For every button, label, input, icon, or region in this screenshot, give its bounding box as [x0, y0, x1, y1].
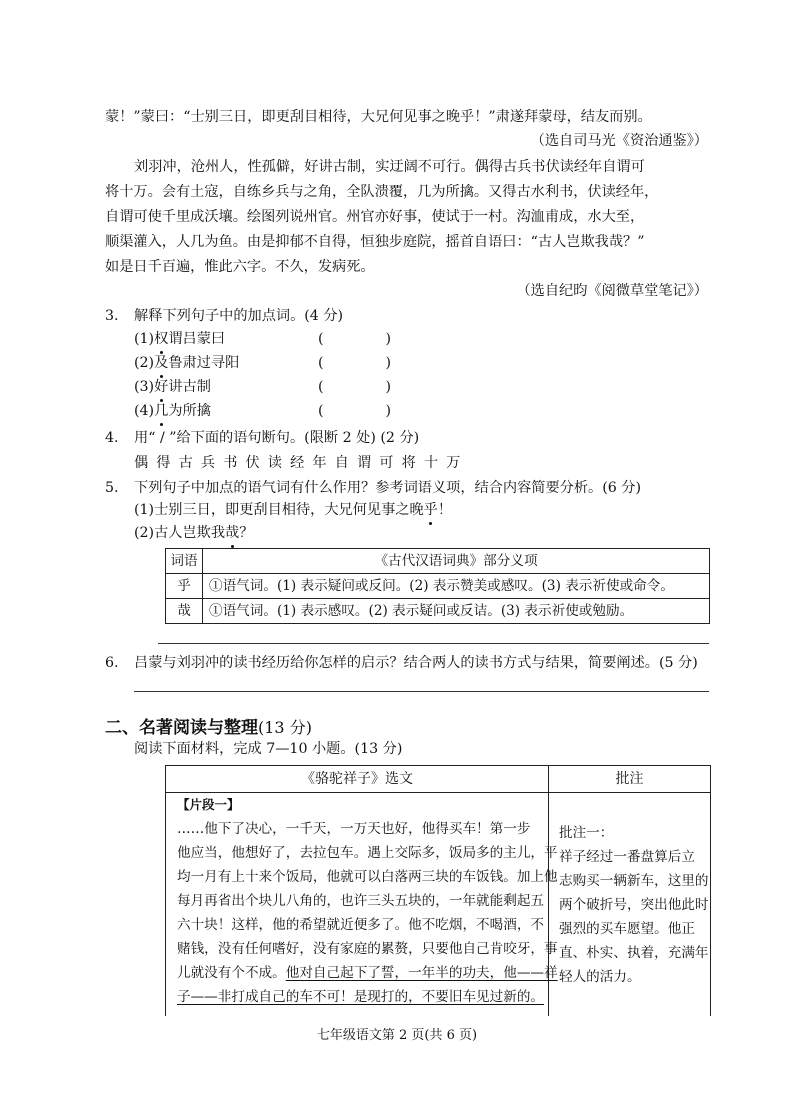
section-2-title: 二、名著阅读与整理(13 分)	[105, 718, 312, 738]
passage-line-1: 蒙！”蒙曰：“士别三日，即更刮目相待，大兄何见事之晚乎！”肃遂拜蒙母，结友而别。	[105, 109, 652, 125]
table-header-excerpt: 《骆驼祥子》选文	[301, 771, 413, 787]
q3-number: 3.	[105, 308, 119, 324]
dotted-char: 哉	[225, 525, 240, 541]
q3-stem: 解释下列句子中的加点词。(4 分)	[134, 308, 344, 324]
excerpt-line	[177, 985, 544, 1009]
excerpt-line: 赌钱，没有任何嗜好，没有家庭的累赘，只要他自己肯咬牙，事	[177, 941, 558, 957]
passage-line-3: 将十万。会有土寇，自练乡兵与之角，全队溃覆，几为所擒。又得古水利书，伏读经年，	[105, 184, 659, 200]
dotted-char: 几	[154, 403, 169, 419]
annotation-line: 两个破折号，突出他此时	[559, 897, 709, 913]
q4-stem: 用“ / ”给下面的语句断句。(限断 2 处) (2 分)	[134, 430, 420, 446]
table-header-annotation: 批注	[615, 771, 644, 787]
dotted-char: 好	[154, 379, 169, 395]
q6-number: 6.	[105, 655, 119, 671]
table-header-definition: 《古代汉语词典》部分义项	[203, 549, 710, 574]
novel-excerpt-table	[165, 765, 711, 1016]
source-citation-2: （选自纪昀《阅微草堂笔记》）	[516, 283, 708, 299]
table-header-row	[166, 549, 710, 574]
passage-line-6: 如是日千百遍，惟此六字。不久，发病死。	[105, 259, 375, 275]
q3-item-4: (4)几为所擒	[134, 403, 211, 419]
q3-item-3: (3)好讲古制	[134, 379, 211, 395]
annotation-line: 强烈的买车愿望。他正	[559, 921, 695, 937]
q5-number: 5.	[105, 480, 119, 496]
q5-answer-line[interactable]	[158, 643, 709, 644]
excerpt-line: 均一月有上十来个饭局，他就可以白落两三块的车饭钱。加上他	[177, 869, 558, 885]
q6-answer-line[interactable]	[134, 691, 709, 692]
q3-item-2: (2)及鲁肃过寻阳	[134, 355, 240, 371]
underlined-text: 子——非打成自己的车不可！是现打的，不要旧车见过新的。	[177, 989, 545, 1005]
table-header-divider	[166, 792, 710, 793]
excerpt-line: 他应当，他想好了，去拉包车。遇上交际多，饭局多的主儿，平	[177, 845, 558, 861]
table-cell-definition: ①语气词。(1) 表示感叹。(2) 表示疑问或反诘。(3) 表示祈使或勉励。	[203, 599, 710, 624]
q3-answer-blank-4[interactable]: ( )	[318, 403, 392, 419]
table-row	[166, 599, 710, 624]
table-cell-word: 乎	[166, 574, 203, 599]
q5-sentence-1: (1)士别三日，即更刮目相待，大兄何见事之晚乎！	[134, 502, 453, 518]
q6-stem: 吕蒙与刘羽冲的读书经历给你怎样的启示？结合两人的读书方式与结果，简要阐述。(5 分)	[134, 655, 698, 671]
q4-number: 4.	[105, 430, 119, 446]
annotation-label: 批注一：	[559, 825, 614, 841]
q4-sentence[interactable]: 偶 得 古 兵 书 伏 读 经 年 自 谓 可 将 十 万	[134, 455, 461, 471]
dotted-char: 乎	[423, 502, 438, 518]
passage-line-5: 顺渠灌入，人几为鱼。由是抑郁不自得，恒独步庭院，摇首自语曰：“古人岂欺我哉？”	[105, 234, 645, 250]
q5-sentence-2: (2)古人岂欺我哉？	[134, 525, 254, 541]
excerpt-line: ……他下了决心，一千天，一万天也好，他得买车！第一步	[177, 821, 531, 837]
annotation-line: 轻人的活力。	[559, 969, 641, 985]
q3-answer-blank-2[interactable]: ( )	[318, 355, 392, 371]
dictionary-table	[165, 548, 710, 624]
passage-line-4: 自谓可使千里成沃壤。绘图列说州官。州官亦好事，使试于一村。沟洫甫成，水大至，	[105, 209, 645, 225]
excerpt-line: 每月再省出个块儿八角的，也许三头五块的，一年就能剩起五	[177, 893, 545, 909]
q5-stem: 下列句子中加点的语气词有什么作用？参考词语义项，结合内容简要分析。(6 分)	[134, 480, 641, 496]
annotation-line: 直、朴实、执着，充满年	[559, 945, 709, 961]
dotted-char: 权	[154, 331, 169, 347]
page-footer: 七年级语文第 2 页(共 6 页)	[316, 1028, 478, 1043]
q3-answer-blank-3[interactable]: ( )	[318, 379, 392, 395]
annotation-line: 志购买一辆新车，这里的	[559, 873, 709, 889]
annotation-line: 祥子经过一番盘算后立	[559, 849, 695, 865]
table-header-word: 词语	[166, 549, 203, 574]
source-citation-1: （选自司马光《资治通鉴》）	[530, 133, 708, 149]
excerpt-line: 儿就没有个不成。他对自己起下了誓，一年半的功夫，他——祥	[177, 965, 558, 981]
passage-line-2: 刘羽冲，沧州人，性孤僻，好讲古制，实迂阔不可行。偶得古兵书伏读经年自谓可	[134, 159, 645, 175]
dotted-char: 及	[154, 355, 169, 371]
table-cell-definition: ①语气词。(1) 表示疑问或反问。(2) 表示赞美或感叹。(3) 表示祈使或命令。	[203, 574, 710, 599]
q3-answer-blank-1[interactable]: ( )	[318, 331, 392, 347]
fragment-label: 【片段一】	[177, 797, 240, 812]
table-cell-word: 哉	[166, 599, 203, 624]
table-row	[166, 574, 710, 599]
q3-item-1: (1)权谓吕蒙曰	[134, 331, 226, 347]
underlined-text: 他对自己起下了誓，一年半的功夫，他——祥	[285, 965, 558, 981]
excerpt-line: 六十块！这样，他的希望就近便多了。他不吃烟，不喝酒，不	[177, 917, 545, 933]
section-2-intro: 阅读下面材料，完成 7—10 小题。(13 分)	[134, 741, 403, 757]
